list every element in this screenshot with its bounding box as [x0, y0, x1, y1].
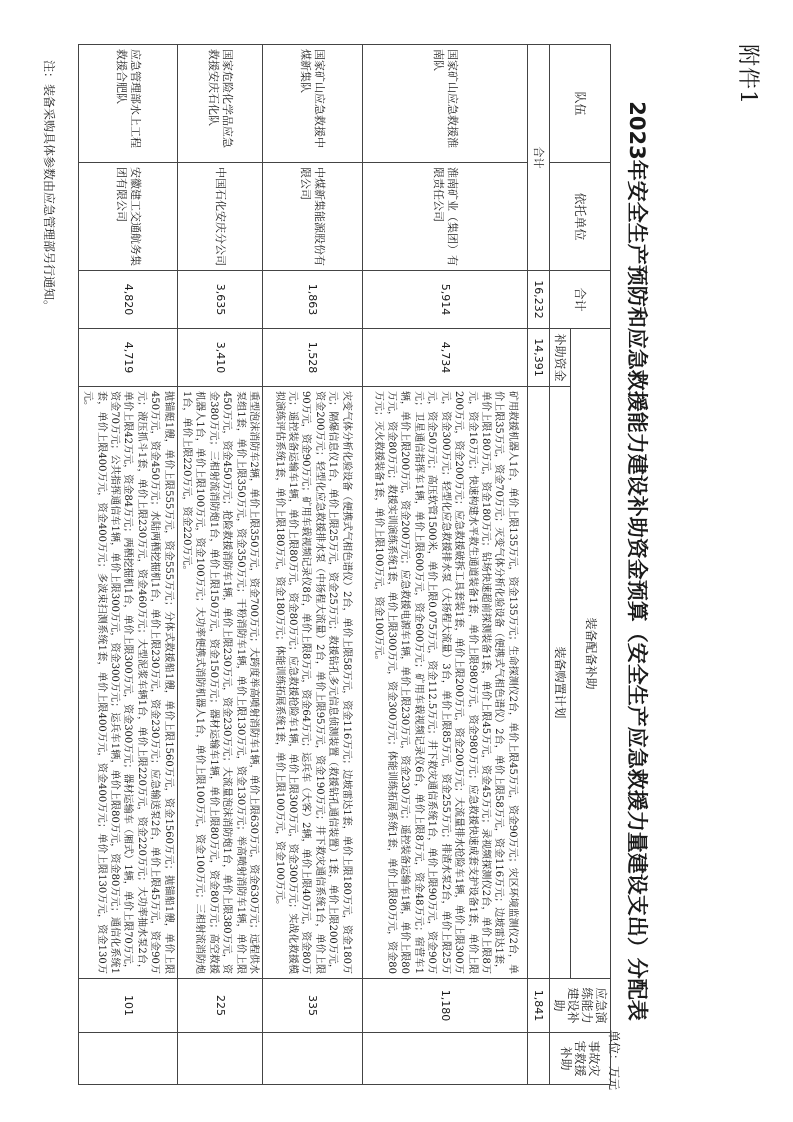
page-title: 2023年安全生产预防和应急救援能力建设补助资金预算（安全生产应急救援力量建设支出）分配表: [625, 101, 649, 1021]
row-total: 5,914: [363, 271, 528, 329]
table-row: [263, 45, 363, 1085]
total-row-drill: 1,841: [528, 979, 550, 1033]
table-row: [177, 45, 262, 1085]
header-row-1: [571, 45, 611, 1085]
row-subsidy: 1,528: [263, 329, 363, 387]
row-plan: 抛锚艇1艘，单价上限555万元，资金555万元；分体式救援船1艘，单价上限1560万元，资金1560万元；抛锚船1艘，单价上限450万元，资金450万元；水陆两栖挖掘机1台，单价上限230万元，资金230万元；应急输送泵2台，单价上限45万元，资金90万元；液压抓斗1套，单价上限230万元，资金460万元；大型泥浆车辆1台，单价上限220万元，资金220万元；大功率抽水泵2台，单价上限42万元，资金84万元；两栖挖掘机1台，单价上限300万元，资金300万元；器材运输车（厢式）1辆，单价上限70万元，资金70万元；公共指挥通信车1辆，单价上限300万元，资金300万元；运兵车1辆，单价上限80万元，资金80万元；通信化系统1套，单价上限400万元，资金400万元；多波束扫测系统1套，单价上限400万元，资金400万元；单价上限130万元，资金130万元。: [78, 387, 177, 979]
unit-label: 单位：万元: [607, 1029, 621, 1090]
row-org: 安徽建工交通航务集团有限公司: [78, 163, 177, 271]
row-subsidy: 3,410: [177, 329, 262, 387]
row-plan: 重型泡沫消防车2辆，单价上限350万元，资金700万元；大跨度举高喷射消防车1辆，单价上限630万元，资金630万元；远程供水泵组1套，单价上限350万元，资金350万元；干粉消防车1辆，单价上限130万元，资金130万元；举高喷射消防车1辆，单价上限450万元，资金450万元；抢险救援消防车1辆，单价上限230万元，资金230万元；大流量泡沫消防炮1台，单价上限380万元，资金380万元；三相射流消防炮1台，单价上限150万元，资金150万元；器材运输车1辆，单价上限80万元，资金80万元；高空救援机器人1台，单价上限100万元，资金100万元；大功率便携式消防机器人1台，单价上限100万元，资金100万元；三相射流消防炮1台，单价上限220万元，资金220万元。: [177, 387, 262, 979]
row-subsidy: 4,734: [363, 329, 528, 387]
row-org: 中煤新集能源股份有限公司: [263, 163, 363, 271]
col-header-subsidy: 补助资金: [550, 329, 571, 387]
col-header-plan: 装备购置计划: [550, 387, 571, 979]
row-total: 4,820: [78, 271, 177, 329]
total-row-plan: [528, 387, 550, 979]
row-subsidy: 4,719: [78, 329, 177, 387]
table-row: [363, 45, 528, 1085]
row-accident: [78, 1033, 177, 1085]
row-team: 国家矿山应急救援淮南队: [363, 45, 528, 163]
table-row: [78, 45, 177, 1085]
row-org: 淮南矿业（集团）有限责任公司: [363, 163, 528, 271]
allocation-table: [78, 44, 611, 1085]
row-org: 中国石化安庆分公司: [177, 163, 262, 271]
row-drill: 101: [78, 979, 177, 1033]
row-drill: 335: [263, 979, 363, 1033]
row-accident: [263, 1033, 363, 1085]
row-plan: 矿用救援机器人1台，单价上限135万元，资金135万元；生命探测仪2台，单价上限45万元，资金90万元；灾区环境监测仪2台，单价上限35万元，资金70万元；灭变气体分析化验设备（便携式气相色谱仪）2台，单价上限58万元，资金116万元；边坡雷达1套，单价上限180万元，资金180万元；钻场快速超前探测装备1套，单价上限45万元，资金45万元；录视频探测仪2台，单价上限8万元，资金16万元；快速构建水平救生通道装备1套，单价上限980万元，资金980万元；应急救援快速成套支护设备1套，单价上限200万元，资金200万元；应急救援破拆工具套装1套，单价上限200万元，资金200万元；大流量排水抢险车1辆，单价上限300万元，资金300万元；轻型化应急救援排水泵（大扬程大流量）3台，单价上限85万元，资金255万元；排渣水泵2台，单价上限25万元，资金50万元；高压软管1500米，单价上限0.075万元，资金112.5万元；井下救灾通信系统1台，单价上限90万元，资金90万元；卫星通信指挥车1辆，单价上限600万元，资金600万元；矿用车载视频记录仪6台，单价上限8万元，资金48万元；宿营车1辆，单价上限200万元，资金200万元；应急救援电源车1辆，单价上限230万元，资金230万元；遥控装备运输车1辆，单价上限80万元，资金80万元；救援实训演练系统1套，单价上限300万元，资金300万元；体能训练拓展系统1套，单价上限80万元，资金80万元；灭火救援装备1套，单价上限100万元，资金100万元。: [363, 387, 528, 979]
total-row-total: 16,232: [528, 271, 550, 329]
row-team: 应急管理部水上工程救援合肥队: [78, 45, 177, 163]
row-team: 国家危险化学品应急救援安庆石化队: [177, 45, 262, 163]
col-header-team: 队伍: [550, 45, 611, 163]
total-row-label: 合计: [528, 45, 550, 271]
row-accident: [177, 1033, 262, 1085]
row-total: 1,863: [263, 271, 363, 329]
col-header-equip-group: 装备配备补助: [571, 329, 611, 979]
col-header-total: 合计: [550, 271, 611, 329]
row-team: 国家矿山应急救援中煤新集队: [263, 45, 363, 163]
total-row-accident: [528, 1033, 550, 1085]
total-row-subsidy: 14,391: [528, 329, 550, 387]
footnote: 注：装备采购具体参数由应急管理部另行通知。: [42, 60, 56, 313]
row-accident: [363, 1033, 528, 1085]
row-total: 3,635: [177, 271, 262, 329]
row-drill: 225: [177, 979, 262, 1033]
col-header-accident: 事故灾害救援补助: [550, 1033, 611, 1085]
col-header-org: 依托单位: [550, 163, 611, 271]
row-plan: 灾变气体分析化验设备（便携式气相色谱仪）2台，单价上限58万元，资金116万元；边坡雷达1套，单价上限180万元，资金180万元；隔爆信息仪1台，单价上限25万元，资金25万元；救援钻孔多元信息侦测装置（救援钻孔通信装置）1套，单价上限200万元，资金200万元；轻型化应急救援排水泵（中扬程大流量）2台，单价上限95万元，资金190万元；井下救灾通信系统1台，单价上限90万元，资金90万元；矿用车载视频记录仪8台，单价上限8万元，资金64万元；运兵车（大客）2辆，单价上限40万元，资金80万元；遥控装备运输车1辆，单价上限80万元，资金80万元；应急救援抢险车1辆，单价上限300万元，资金300万元；实战化救援模拟演练评估系统1套，单价上限180万元，资金180万元；体能训练拓展系统1套，单价上限100万元，资金100万元。: [263, 387, 363, 979]
col-header-drill: 应急演练能力建设补助: [550, 979, 611, 1033]
attachment-label: 附件1: [735, 44, 760, 105]
row-drill: 1,180: [363, 979, 528, 1033]
total-row: [528, 45, 550, 1085]
